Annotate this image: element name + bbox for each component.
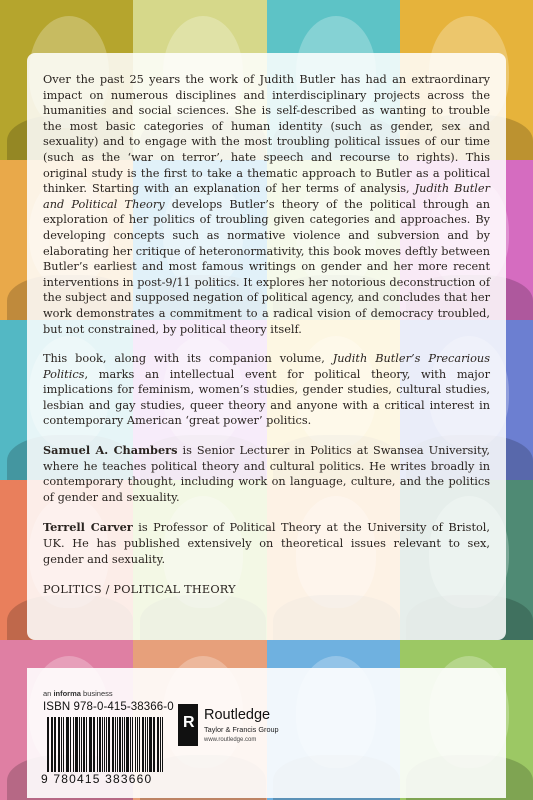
barcode-bar	[119, 717, 121, 772]
barcode-bar	[124, 717, 125, 772]
publisher-name: Routledge	[204, 707, 271, 723]
barcode-bar	[147, 717, 148, 772]
companion-title-italic: Judith Butler’s Precarious Politics	[43, 352, 490, 381]
barcode-bar	[135, 717, 136, 772]
barcode-bar	[83, 717, 85, 772]
barcode-bar	[108, 717, 110, 772]
barcode-bar	[142, 717, 144, 772]
barcode-bar	[157, 717, 159, 772]
informa-business-tag: an informa business	[43, 689, 113, 698]
barcode-bar	[115, 717, 116, 772]
barcode-bar	[99, 717, 101, 772]
publisher-group: Taylor & Francis Group	[204, 725, 279, 734]
barcode-bar	[104, 717, 105, 772]
barcode-bar	[63, 717, 64, 772]
barcode-bar	[51, 717, 52, 772]
barcode-bar	[139, 717, 141, 772]
barcode-bar	[86, 717, 87, 772]
barcode-bar	[66, 717, 67, 772]
barcode-bar	[93, 717, 95, 772]
barcode-bar	[89, 717, 90, 772]
barcode-bar	[160, 717, 161, 772]
barcode-bar	[90, 717, 92, 772]
barcode-bar	[117, 717, 118, 772]
barcode-bar	[106, 717, 107, 772]
barcode-bar	[67, 717, 69, 772]
author-bio-chambers: Samuel A. Chambers is Senior Lecturer in Politics at Swansea University, where he teaches political theory and cultural politics. He writes broadly in contemporary thought, including work on language, culture, and the politics of gender and sexuality.	[43, 443, 490, 504]
barcode-bar	[126, 717, 128, 772]
barcode-bar	[97, 717, 98, 772]
barcode-bar	[54, 717, 56, 772]
author-name: Samuel A. Chambers	[43, 443, 178, 458]
author-name: Terrell Carver	[43, 520, 133, 535]
barcode-bar	[102, 717, 103, 772]
blurb-paragraph-2: This book, along with its companion volume, Judith Butler’s Precarious Politics, marks an intellectual event for political theory, with major implications for feminism, women’s studies, gender studies, cultural studies, lesbian and gay studies, queer theory and anyone with a critical interest in contemporary American ‘great power’ politics.	[43, 352, 490, 428]
barcode-bar	[73, 717, 74, 772]
barcode-bar	[153, 717, 154, 772]
barcode-bar	[61, 717, 62, 772]
barcode-bar	[52, 717, 53, 772]
barcode-bar	[112, 717, 114, 772]
blurb-paragraph-1: Over the past 25 years the work of Judith Butler has had an extraordinary impact on numerous disciplines and interdisciplinary projects across the humanities and social sciences. She is self-described as wanting to trouble the most basic categories of human identity (such as gender, sex and sexuality) and to engage with the most troubling political issues of our time (such as the ‘war on terror’, hate speech and recourse to rights). This original study is the first to take a thematic approach to Butler as a political thinker. Starting with an explanation of her terms of analysis, Judith Butler and Political Theory develops Butler’s theory of the political through an exploration of her politics of troubling given categories and approaches. By developing concepts such as normative violence and subversion and by elaborating her critique of heteronormativity, this book moves deftly between Butler’s earliest and most famous writings on gender and her more recent interventions in post-9/11 politics. It explores her notorious deconstruction of the subject and supposed negation of political agency, and concludes that her work demonstrates a commitment to a radical vision of democracy troubled, but not constrained, by political theory itself.	[43, 73, 490, 336]
back-cover-text	[43, 72, 490, 598]
barcode-bar	[162, 717, 164, 772]
barcode-bar	[47, 717, 49, 772]
author-bio-carver: Terrell Carver is Professor of Political Theory at the University of Bristol, UK. He has published extensively on theoretical issues relevant to sex, gender and sexuality.	[43, 520, 490, 566]
barcode-bar	[58, 717, 60, 772]
isbn-text: ISBN 978-0-415-38366-0	[43, 701, 174, 713]
barcode-bar	[145, 717, 146, 772]
publisher-url: www.routledge.com	[204, 737, 257, 743]
barcode-bar	[75, 717, 77, 772]
barcode-bar	[154, 717, 155, 772]
barcode-bar	[149, 717, 151, 772]
barcode-bar	[79, 717, 80, 772]
barcode-icon	[47, 717, 165, 772]
barcode-bar	[137, 717, 138, 772]
barcode-bar	[130, 717, 131, 772]
barcode-bar	[132, 717, 134, 772]
barcode-number: 9 780415 383660	[41, 772, 153, 786]
barcode-bar	[81, 717, 82, 772]
routledge-logo-icon: R	[178, 704, 198, 746]
barcode-bar	[70, 717, 72, 772]
barcode-bar	[122, 717, 123, 772]
subject-category: POLITICS / POLITICAL THEORY	[43, 583, 236, 597]
book-title-italic: Judith Butler and Political Theory	[43, 182, 490, 211]
